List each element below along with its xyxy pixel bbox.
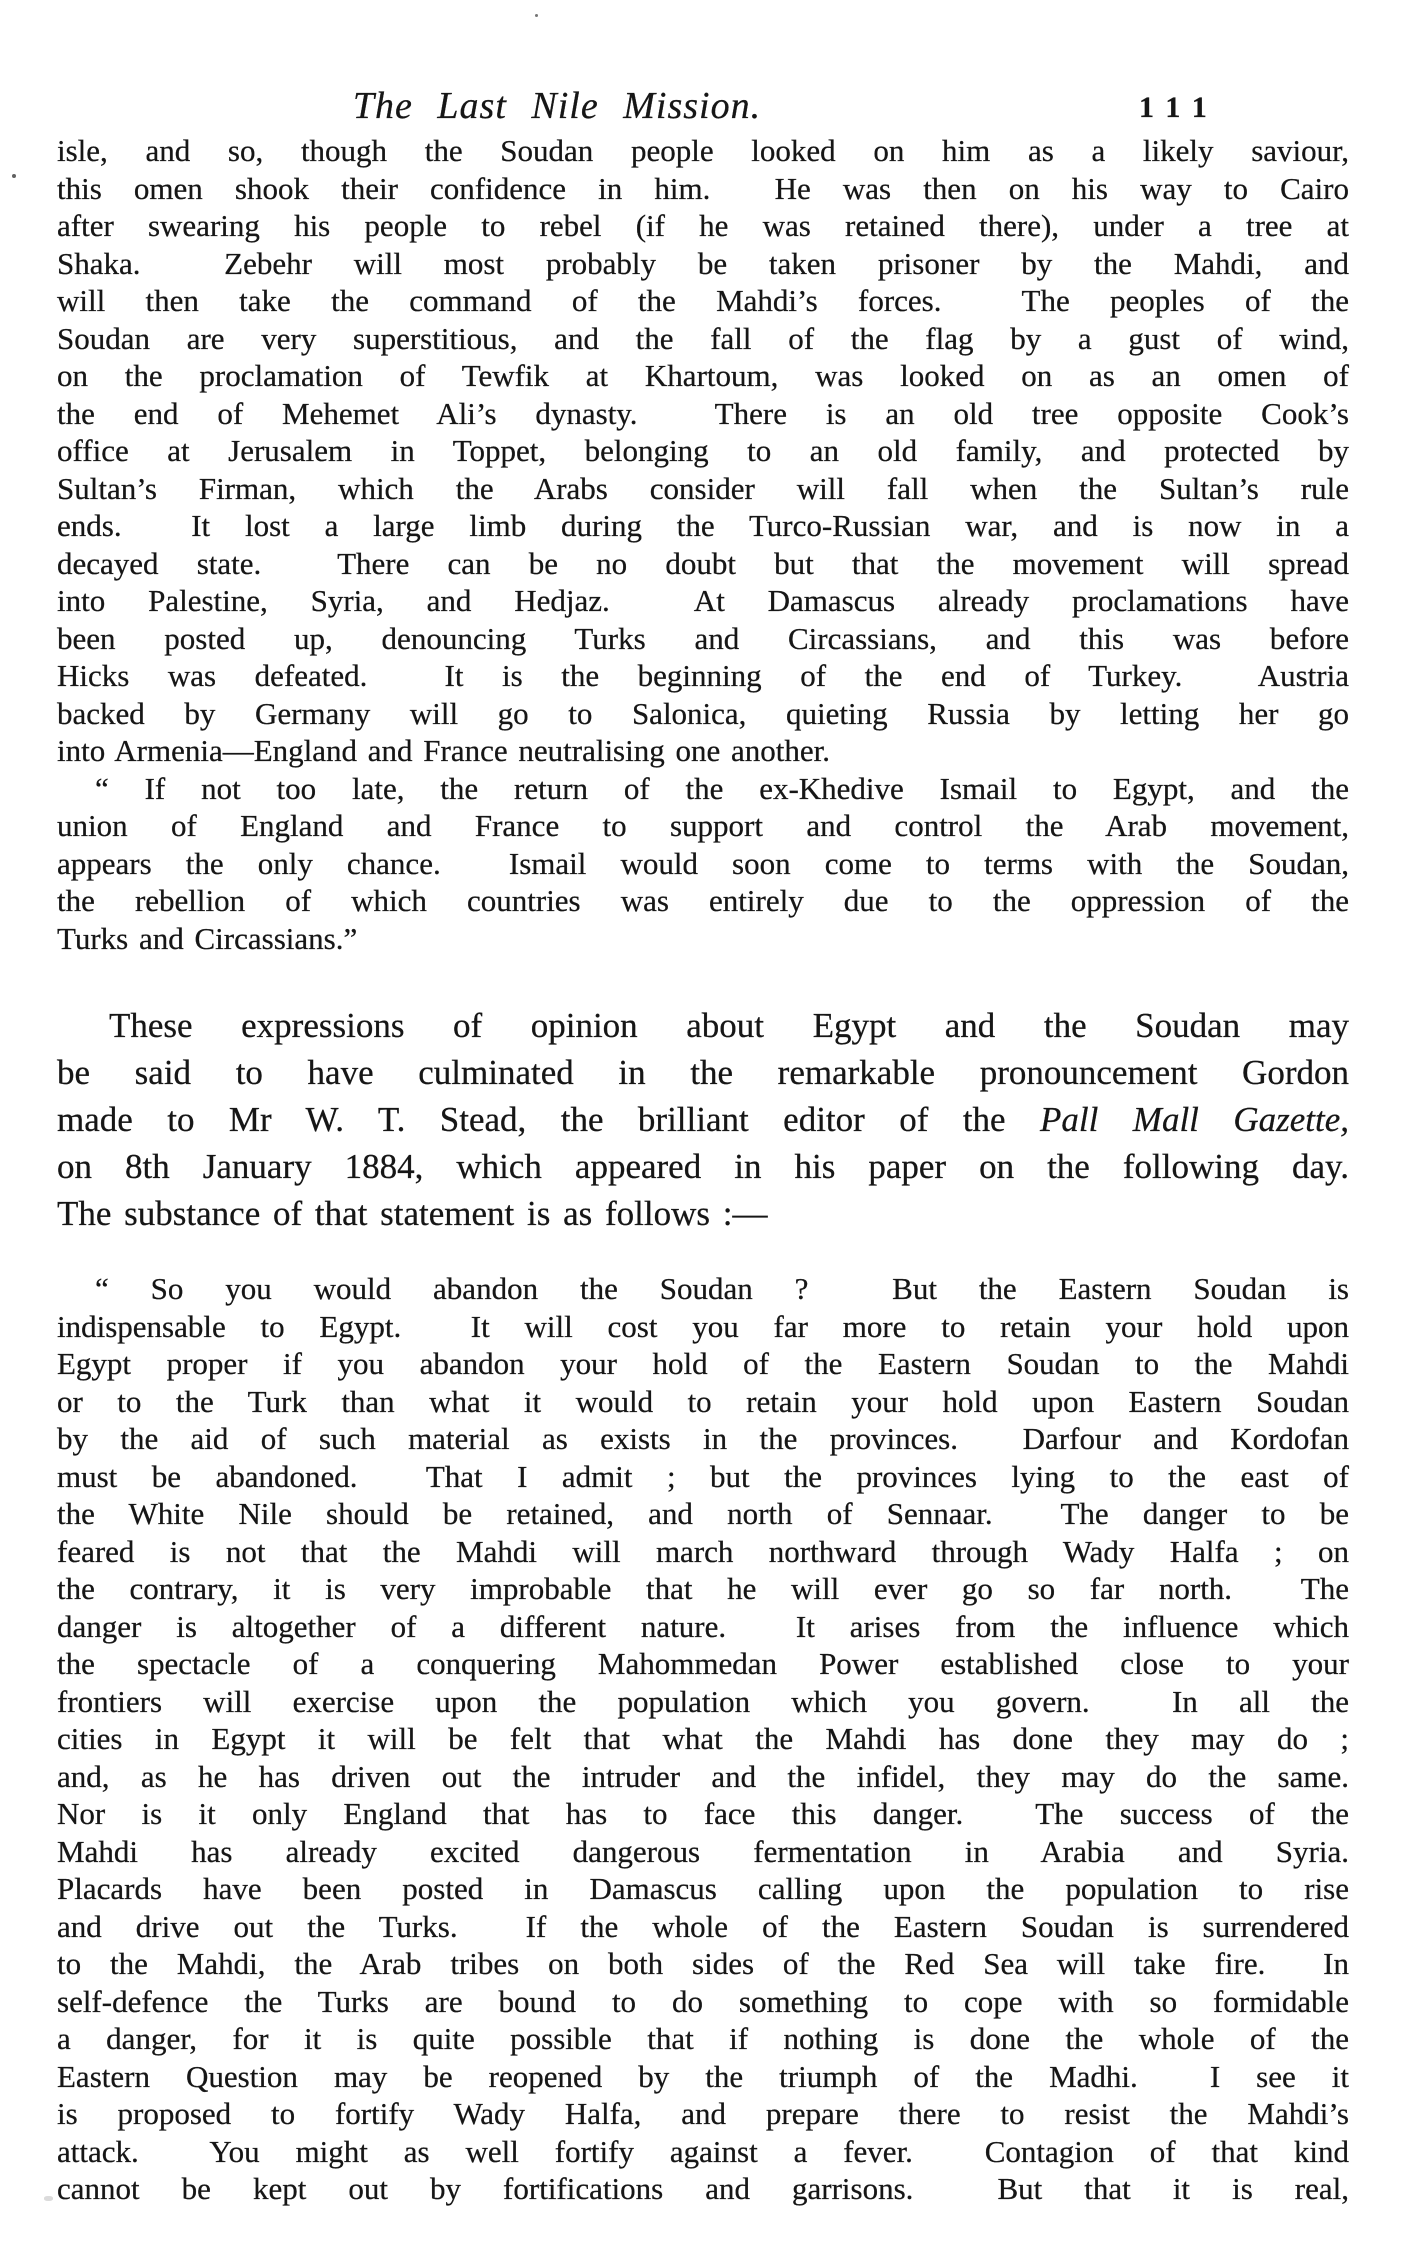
- text-line: the end of Mehemet Ali’s dynasty. There is an old tree opposite Cook’s: [57, 395, 1349, 431]
- text-line: cannot be kept out by fortifications and garrisons. But that it is real,: [57, 2171, 1349, 2206]
- text-line: is proposed to fortify Wady Halfa, and prepare there to resist the Mahdi’s: [57, 2096, 1349, 2131]
- body-text-block: [57, 132, 1349, 2208]
- text-line: “ So you would abandon the Soudan ? But the Eastern Soudan is: [95, 1271, 1349, 1306]
- text-line: and drive out the Turks. If the whole of the Eastern Soudan is surrendered: [57, 1908, 1349, 1944]
- text-line: The substance of that statement is as follows :—: [57, 1194, 768, 1233]
- text-line: must be abandoned. That I admit ; but the provinces lying to the east of: [57, 1458, 1349, 1494]
- text-line: a danger, for it is quite possible that if nothing is done the whole of the: [57, 2021, 1349, 2056]
- text-line: “ If not too late, the return of the ex-Khedive Ismail to Egypt, and the: [95, 770, 1349, 806]
- text-line: Hicks was defeated. It is the beginning of the end of Turkey. Austria: [57, 658, 1349, 693]
- page-title: The Last Nile Mission.: [352, 85, 762, 127]
- text-line: isle, and so, though the Soudan people looked on him as a likely saviour,: [57, 133, 1349, 168]
- text-line: the contrary, it is very improbable that he will ever go so far north. The: [57, 1571, 1349, 1606]
- paragraph-continuation: [57, 132, 1349, 770]
- text-line: cities in Egypt it will be felt that what the Mahdi has done they may do ;: [57, 1721, 1349, 1756]
- text-line: by the aid of such material as exists in the provinces. Darfour and Kordofan: [57, 1421, 1349, 1456]
- scan-speck: [535, 14, 538, 17]
- text-line: be said to have culminated in the remarkable pronouncement Gordon: [57, 1053, 1349, 1092]
- text-line: Mahdi has already excited dangerous fermentation in Arabia and Syria.: [57, 1833, 1349, 1869]
- paragraph-these-expressions: [57, 1002, 1349, 1237]
- text-line: into Armenia—England and France neutralising one another.: [57, 733, 830, 768]
- text-line: office at Jerusalem in Toppet, belonging to an old family, and protected by: [57, 433, 1349, 468]
- text-line: appears the only chance. Ismail would soon come to terms with the Soudan,: [57, 845, 1349, 881]
- text-line: Eastern Question may be reopened by the triumph of the Madhi. I see it: [57, 2058, 1349, 2094]
- text-line: ends. It lost a large limb during the Turco-Russian war, and is now in a: [57, 508, 1349, 543]
- text-line: attack. You might as well fortify against a fever. Contagion of that kind: [57, 2133, 1349, 2169]
- text-line: on 8th January 1884, which appeared in his paper on the following day.: [57, 1147, 1349, 1186]
- text-line: These expressions of opinion about Egypt and the Soudan may: [109, 1006, 1349, 1045]
- text-line: Placards have been posted in Damascus calling upon the population to rise: [57, 1871, 1349, 1906]
- text-line: self-defence the Turks are bound to do something to cope with so formidable: [57, 1983, 1349, 2019]
- running-header: [57, 84, 1349, 138]
- text-line: danger is altogether of a different nature. It arises from the influence which: [57, 1608, 1349, 1644]
- scan-speck: [12, 174, 16, 178]
- text-line: Turks and Circassians.”: [57, 920, 358, 956]
- text-line: after swearing his people to rebel (if he was retained there), under a tree at: [57, 208, 1349, 243]
- text-line: decayed state. There can be no doubt but that the movement will spread: [57, 545, 1349, 581]
- text-line: the spectacle of a conquering Mahommedan Power established close to your: [57, 1646, 1349, 1681]
- text-line: union of England and France to support and control the Arab movement,: [57, 808, 1349, 843]
- text-line: the rebellion of which countries was entirely due to the oppression of the: [57, 883, 1349, 918]
- paragraph-quote-so-you-would-abandon: [57, 1270, 1349, 2208]
- text-line: feared is not that the Mahdi will march northward through Wady Halfa ; on: [57, 1533, 1349, 1569]
- text-line: Egypt proper if you abandon your hold of the Eastern Soudan to the Mahdi: [57, 1346, 1349, 1381]
- text-line: into Palestine, Syria, and Hedjaz. At Damascus already proclamations have: [57, 583, 1349, 618]
- text-line: [57, 1096, 1349, 1143]
- text-line: Sultan’s Firman, which the Arabs consider will fall when the Sultan’s rule: [57, 470, 1349, 506]
- text-line: or to the Turk than what it would to retain your hold upon Eastern Soudan: [57, 1383, 1349, 1419]
- text-line: on the proclamation of Tewfik at Khartoum, was looked on as an omen of: [57, 358, 1349, 393]
- text-line: the White Nile should be retained, and north of Sennaar. The danger to be: [57, 1496, 1349, 1531]
- scan-speck: [44, 2196, 53, 2201]
- page-number: 111: [1139, 91, 1220, 124]
- text-line: backed by Germany will go to Salonica, quieting Russia by letting her go: [57, 695, 1349, 731]
- text-line: been posted up, denouncing Turks and Circassians, and this was before: [57, 620, 1349, 656]
- text-line: Nor is it only England that has to face this danger. The success of the: [57, 1796, 1349, 1831]
- text-line: will then take the command of the Mahdi’s forces. The peoples of the: [57, 283, 1349, 318]
- text-line: and, as he has driven out the intruder and the infidel, they may do the same.: [57, 1758, 1349, 1794]
- italic-text: Pall Mall Gazette,: [1040, 1100, 1349, 1139]
- paragraph-quote-if-not-too-late: [57, 770, 1349, 958]
- text-line: indispensable to Egypt. It will cost you far more to retain your hold upon: [57, 1308, 1349, 1344]
- text-line: Shaka. Zebehr will most probably be taken prisoner by the Mahdi, and: [57, 245, 1349, 281]
- text-line: Soudan are very superstitious, and the fall of the flag by a gust of wind,: [57, 320, 1349, 356]
- text-line: to the Mahdi, the Arab tribes on both sides of the Red Sea will take fire. In: [57, 1946, 1349, 1981]
- text-line: this omen shook their confidence in him. He was then on his way to Cairo: [57, 170, 1349, 206]
- text-line: frontiers will exercise upon the population which you govern. In all the: [57, 1683, 1349, 1719]
- text-segment: made to Mr W. T. Stead, the brilliant editor of the: [57, 1100, 1041, 1139]
